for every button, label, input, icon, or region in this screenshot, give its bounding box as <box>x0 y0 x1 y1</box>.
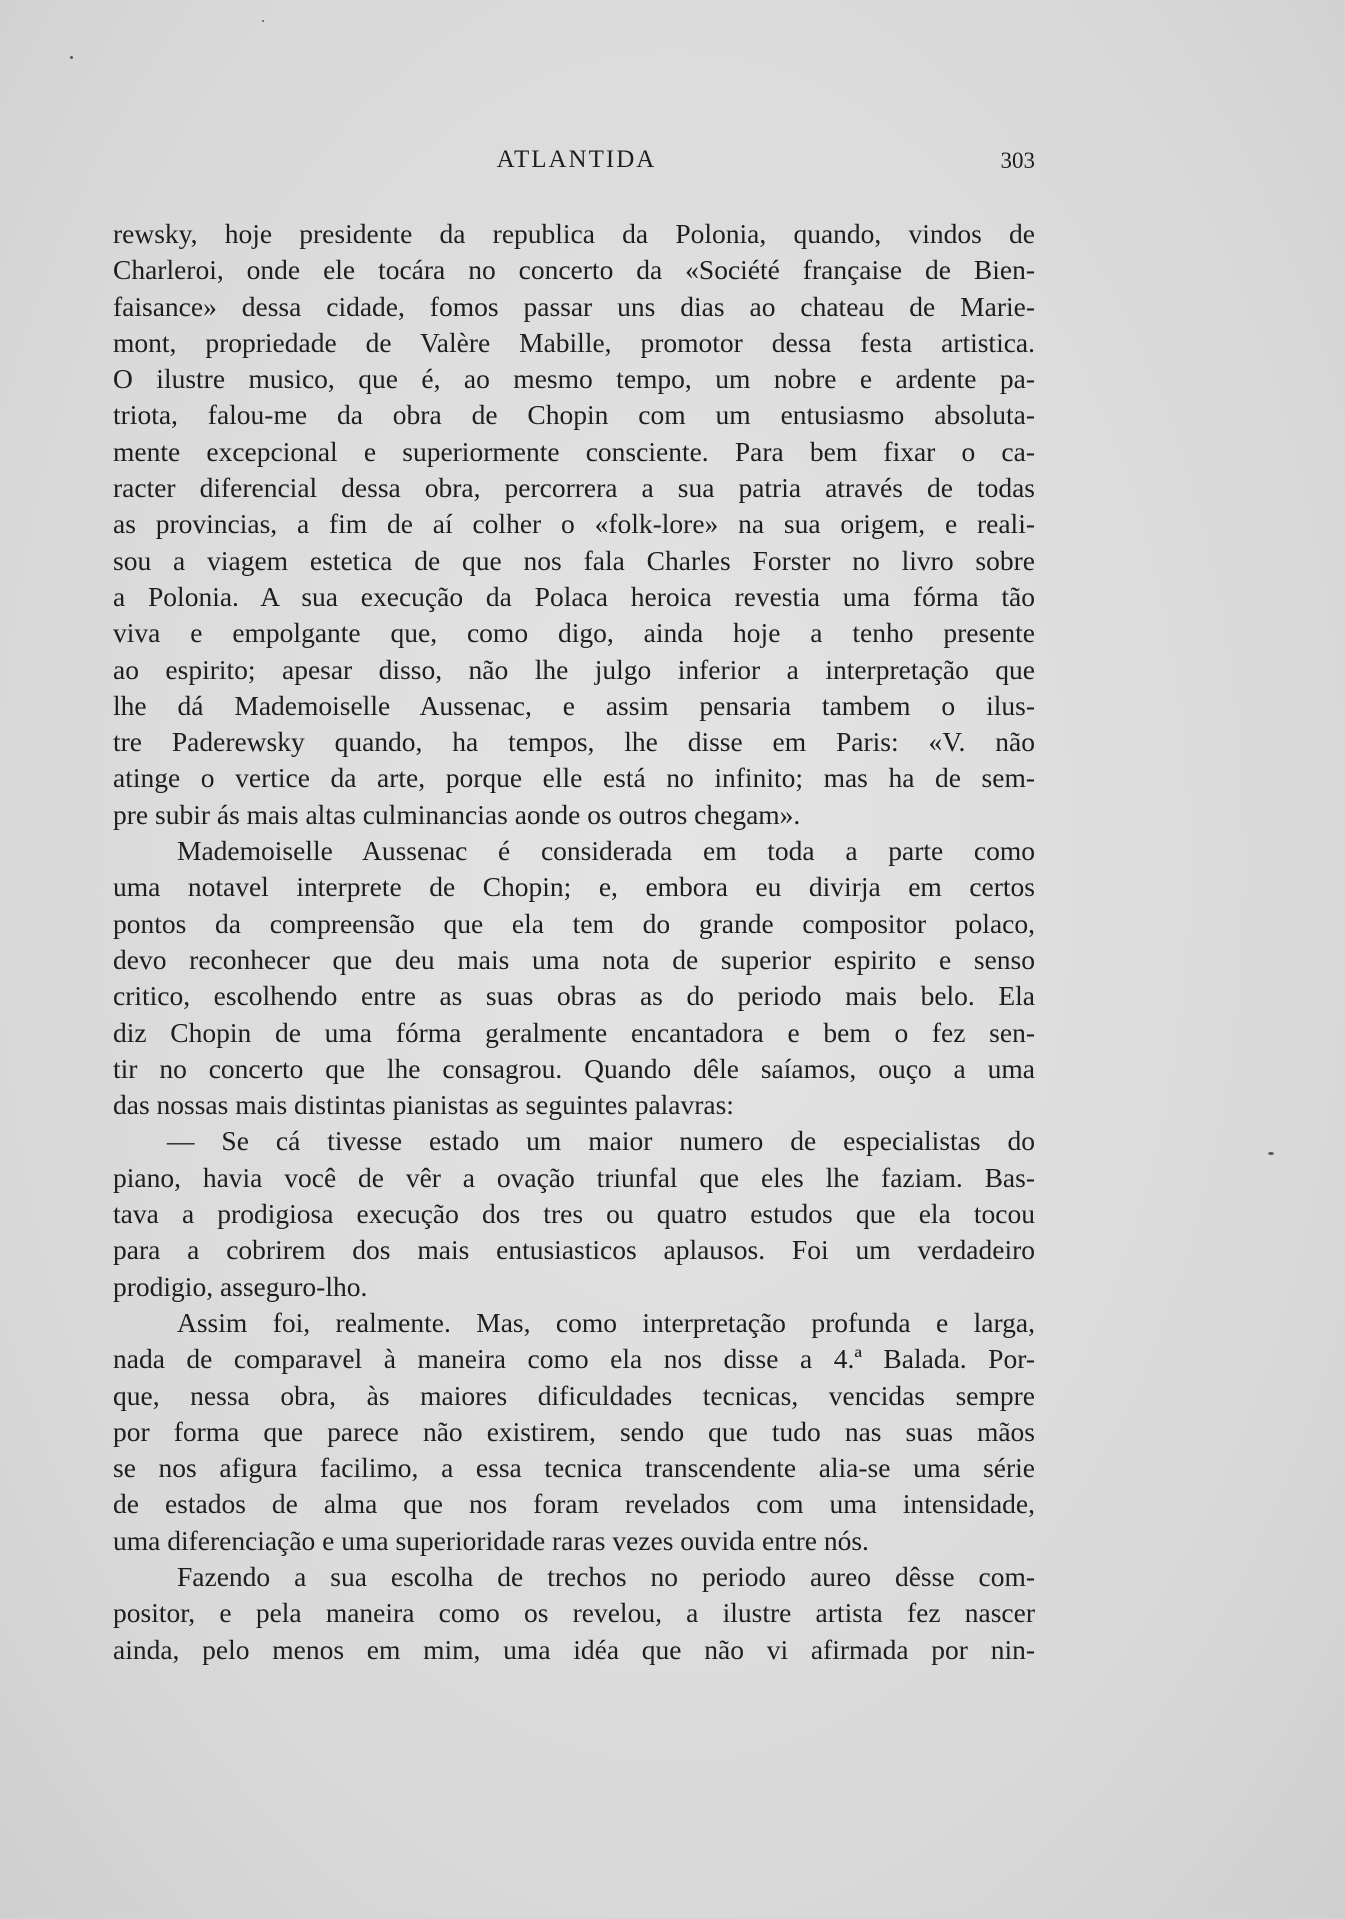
text-line: ao espirito; apesar disso, não lhe julgo inferior a interpretação que <box>113 653 1035 685</box>
text-line: diz Chopin de uma fórma geralmente encantadora e bem o fez sen- <box>113 1016 1035 1048</box>
text-line: racter diferencial dessa obra, percorrera a sua patria através de todas <box>113 472 1035 504</box>
text-line: que, nessa obra, às maiores dificuldades tecnicas, vencidas sempre <box>113 1379 1035 1411</box>
text-line: prodigio, asseguro-lho. <box>113 1270 368 1302</box>
running-head <box>118 146 1035 176</box>
text-line: piano, havia você de vêr a ovação triunfal que eles lhe faziam. Bas- <box>113 1161 1035 1193</box>
text-line: uma notavel interprete de Chopin; e, embora eu divirja em certos <box>113 871 1035 903</box>
body-text <box>113 216 1035 1668</box>
text-line: uma diferenciação e uma superioridade raras vezes ouvida entre nós. <box>113 1524 869 1556</box>
text-line: mente excepcional e superiormente consciente. Para bem fixar o ca- <box>113 435 1035 467</box>
text-line: Charleroi, onde ele tocára no concerto da «Société française de Bien- <box>113 254 1035 286</box>
text-line: pre subir ás mais altas culminancias aonde os outros chegam». <box>113 798 801 830</box>
text-line: tre Paderewsky quando, ha tempos, lhe disse em Paris: «V. não <box>113 726 1035 758</box>
text-line: para a cobrirem dos mais entusiasticos aplausos. Foi um verdadeiro <box>113 1234 1035 1266</box>
text-line: Mademoiselle Aussenac é considerada em toda a parte como <box>177 835 1035 867</box>
text-line: ainda, pelo menos em mim, uma idéa que não vi afirmada por nin- <box>113 1633 1035 1665</box>
text-line: se nos afigura facilimo, a essa tecnica transcendente alia-se uma série <box>113 1452 1035 1484</box>
text-line: sou a viagem estetica de que nos fala Charles Forster no livro sobre <box>113 544 1035 576</box>
text-line: a Polonia. A sua execução da Polaca heroica revestia uma fórma tão <box>113 580 1035 612</box>
text-line: triota, falou-me da obra de Chopin com um entusiasmo absoluta- <box>113 399 1035 431</box>
text-line: positor, e pela maneira como os revelou, a ilustre artista fez nascer <box>113 1597 1035 1629</box>
text-line: atinge o vertice da arte, porque elle está no infinito; mas ha de sem- <box>113 762 1035 794</box>
text-line: mont, propriedade de Valère Mabille, promotor dessa festa artistica. <box>113 326 1035 358</box>
paper-speck <box>70 56 73 59</box>
text-line: rewsky, hoje presidente da republica da Polonia, quando, vindos de <box>113 218 1035 249</box>
paper-speck <box>262 20 264 22</box>
text-line: nada de comparavel à maneira como ela nos disse a 4.ª Balada. Por- <box>113 1343 1035 1375</box>
text-line: devo reconhecer que deu mais uma nota de superior espirito e senso <box>113 943 1035 975</box>
text-line: — Se cá tivesse estado um maior numero de especialistas do <box>167 1125 1035 1157</box>
text-line: viva e empolgante que, como digo, ainda hoje a tenho presente <box>113 617 1035 649</box>
running-title: ATLANTIDA <box>496 146 657 173</box>
text-line: das nossas mais distintas pianistas as seguintes palavras: <box>113 1089 734 1121</box>
text-line: por forma que parece não existirem, sendo que tudo nas suas mãos <box>113 1415 1035 1447</box>
text-line: Assim foi, realmente. Mas, como interpretação profunda e larga, <box>177 1306 1035 1338</box>
text-line: critico, escolhendo entre as suas obras as do periodo mais belo. Ela <box>113 980 1035 1012</box>
text-line: O ilustre musico, que é, ao mesmo tempo, um nobre e ardente pa- <box>113 363 1035 395</box>
text-line: de estados de alma que nos foram revelados com uma intensidade, <box>113 1488 1035 1520</box>
text-line: pontos da compreensão que ela tem do grande compositor polaco, <box>113 907 1035 939</box>
text-line: tava a prodigiosa execução dos tres ou quatro estudos que ela tocou <box>113 1198 1035 1230</box>
paper-speck <box>1268 1152 1274 1155</box>
page-number: 303 <box>1000 148 1035 173</box>
text-line: Fazendo a sua escolha de trechos no periodo aureo dêsse com- <box>177 1560 1035 1592</box>
text-line: lhe dá Mademoiselle Aussenac, e assim pensaria tambem o ilus- <box>113 689 1035 721</box>
text-line: as provincias, a fim de aí colher o «folk-lore» na sua origem, e reali- <box>113 508 1035 540</box>
text-line: tir no concerto que lhe consagrou. Quando dêle saíamos, ouço a uma <box>113 1052 1035 1084</box>
text-line: faisance» dessa cidade, fomos passar uns dias ao chateau de Marie- <box>113 290 1035 322</box>
